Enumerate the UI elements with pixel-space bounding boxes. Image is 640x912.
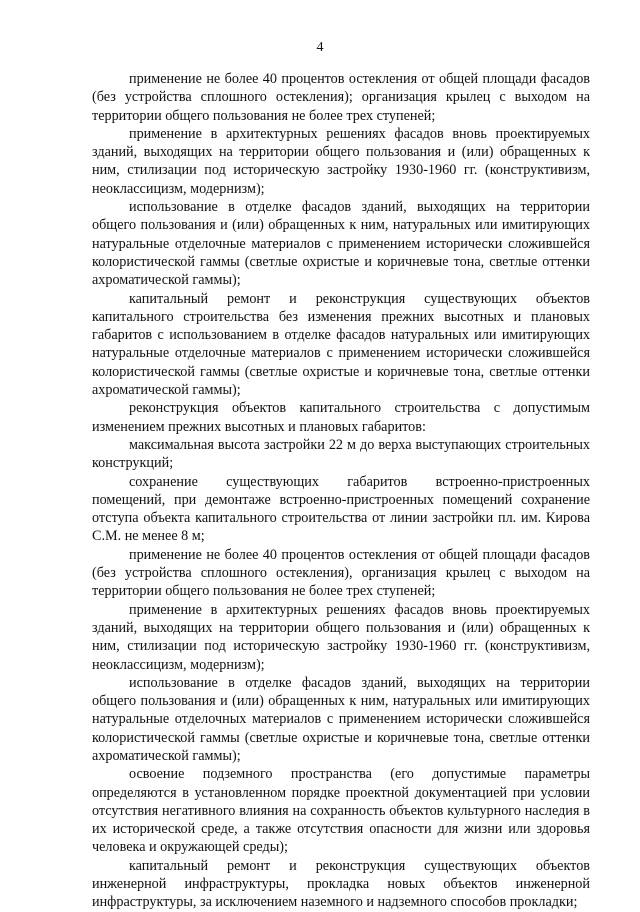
paragraph-infrastructure: капитальный ремонт и реконструкция существующих объектов инженерной инфраструктуры, прокладка новых объектов инженерной инфраструктуры, за исключением наземного и надземного способов прокладки;: [92, 857, 590, 911]
paragraph-max-height: максимальная высота застройки 22 м до верха выступающих строительных конструкций;: [92, 436, 590, 472]
paragraph-stylization-1: применение в архитектурных решениях фасадов вновь проектируемых зданий, выходящих на территории общего пользования и (или) обращенных к ним, стилизации под историческую застройку 1930-1960 гг. (конструктивизм, неоклассицизм, модернизм);: [92, 125, 590, 197]
document-body: [92, 70, 590, 912]
paragraph-finishing-1: использование в отделке фасадов зданий, выходящих на территории общего пользования и (или) обращенных к ним, натуральных или имитирующих натуральные отделочные материалов с применением исторически сложившейся колористической гаммы (светлые охристые и коричневые тона, светлые оттенки ахроматической гаммы);: [92, 199, 590, 289]
paragraph-finishing-2: использование в отделке фасадов зданий, выходящих на территории общего пользования и (или) обращенных к ним, натуральных или имитирующих натуральные отделочных материалов с применением исторически сложившейся колористической гаммы (светлые охристые и коричневые тона, светлые оттенки ахроматической гаммы);: [92, 674, 590, 764]
paragraph-underground: освоение подземного пространства (его допустимые параметры определяются в установленном порядке проектной документацией при условии отсутствия негативного влияния на сохранность объектов культурного наследия в их исторической среде, а также отсутствия опасности для жизни или здоровья человека и окружающей среды);: [92, 766, 590, 856]
paragraph-premises: сохранение существующих габаритов встроенно-пристроенных помещений, при демонтаже встроенно-пристроенных помещений сохранение отступа объекта капитального строительства от линии застройки пл. им. Кирова С.М. не менее 8 м;: [92, 473, 590, 545]
page-number: 4: [316, 40, 324, 55]
paragraph-reconstruction: реконструкция объектов капитального строительства с допустимым изменением прежних высотных и плановых габаритов:: [92, 400, 590, 435]
paragraph-repair: капитальный ремонт и реконструкция существующих объектов капитального строительства без изменения прежних высотных и плановых габаритов с использованием в отделке фасадов натуральных или имитирующих натуральные отделочные материалов с применением исторически сложившейся колористической гаммы (светлые охристые и коричневые тона, светлые оттенки ахроматической гаммы);: [92, 290, 590, 399]
paragraph-glazing-1: применение не более 40 процентов остекления от общей площади фасадов (без устройства сплошного остекления); организация крылец с выходом на территории общего пользования не более трех ступеней;: [92, 71, 590, 124]
paragraph-stylization-2: применение в архитектурных решениях фасадов вновь проектируемых зданий, выходящих на территории общего пользования и (или) обращенных к ним, стилизации под историческую застройку 1930-1960 гг. (конструктивизм, неоклассицизм, модернизм);: [92, 601, 590, 673]
paragraph-glazing-2: применение не более 40 процентов остекления от общей площади фасадов (без устройства сплошного остекления), организация крылец с выходом на территории общего пользования не более трех ступеней;: [92, 546, 590, 600]
